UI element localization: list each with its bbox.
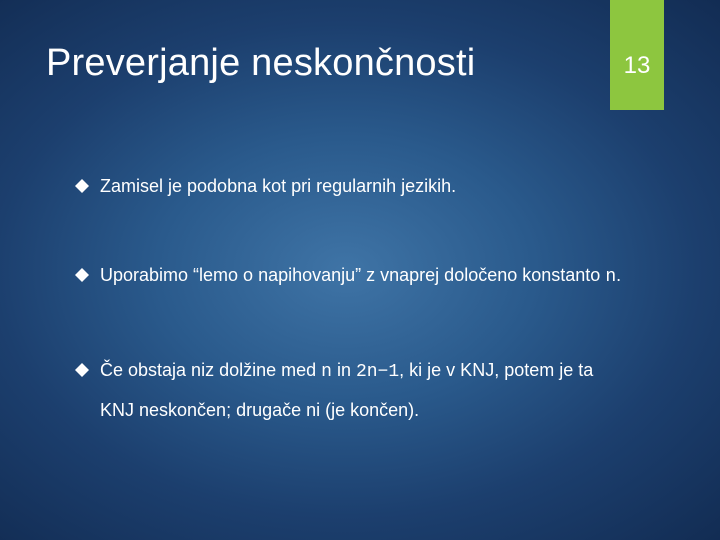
bullet-text-part: , ki je v KNJ, potem je ta (399, 360, 594, 380)
code-variable: n (321, 362, 332, 382)
code-expression: 2n−1 (355, 362, 400, 382)
bullet-text: Zamisel je podobna kot pri regularnih jezikih. (100, 176, 457, 196)
slide-title: Preverjanje neskončnosti (46, 42, 476, 84)
slide-number: 13 (623, 52, 651, 79)
diamond-bullet-icon (74, 362, 90, 378)
bullet-continuation: KNJ neskončen; drugače ni (je končen). (100, 400, 420, 420)
code-variable: n (605, 267, 617, 287)
bullet-text-part: in (331, 360, 356, 380)
diamond-bullet-icon (74, 178, 90, 194)
bullet-text-part: . (616, 265, 622, 285)
bullet-text (100, 266, 621, 286)
bullet-text-part: Če obstaja niz dolžine med (100, 360, 322, 380)
bullet-text-part: Uporabimo “lemo o napihovanju” z vnaprej določeno konstanto (100, 265, 606, 285)
diamond-bullet-icon (74, 267, 90, 283)
bullet-text (100, 361, 593, 381)
